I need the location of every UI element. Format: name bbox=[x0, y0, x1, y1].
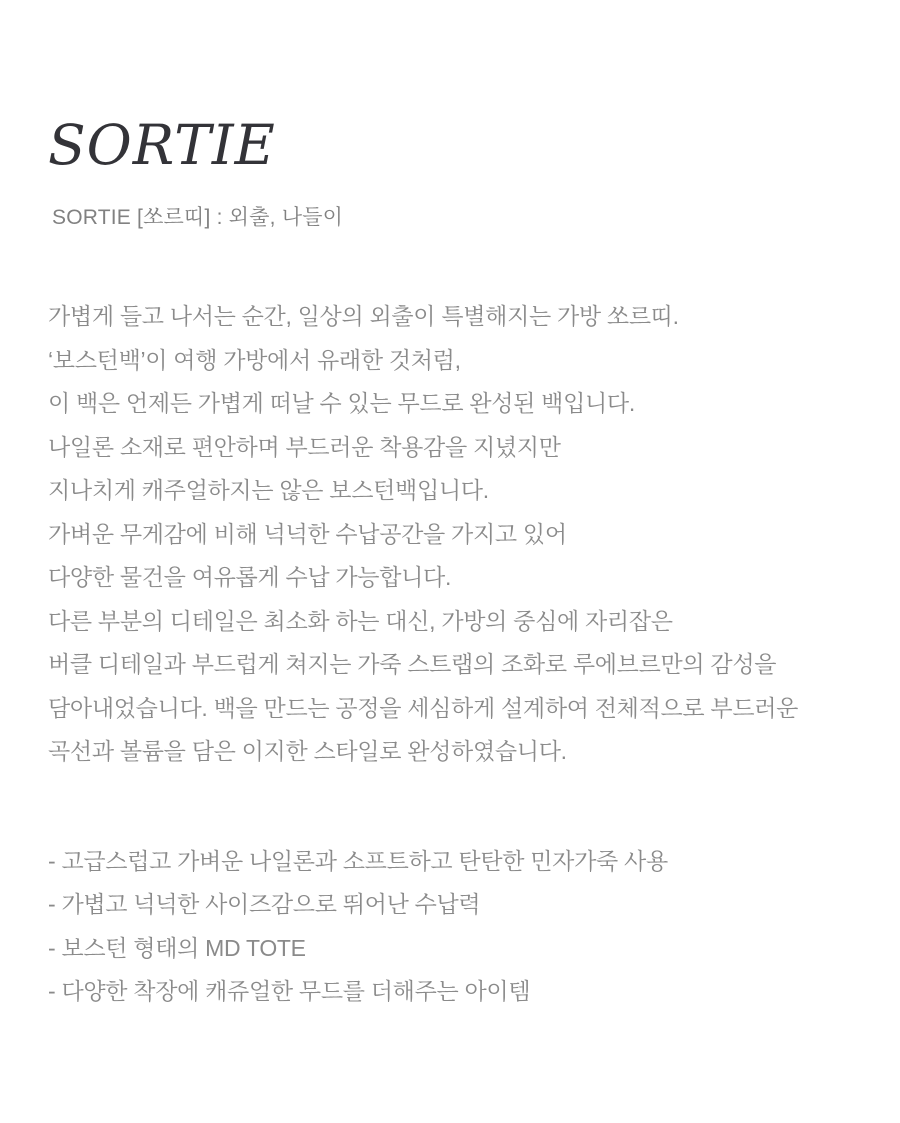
feature-item: - 보스턴 형태의 MD TOTE bbox=[48, 934, 306, 961]
page-title: SORTIE bbox=[48, 113, 276, 177]
product-name-definition: SORTIE [쏘르띠] : 외출, 나들이 bbox=[52, 206, 344, 229]
description-line: 담아내었습니다. 백을 만드는 공정을 세심하게 설계하여 전체적으로 부드러운 bbox=[48, 694, 799, 721]
description-line: 이 백은 언제든 가볍게 떠날 수 있는 무드로 완성된 백입니다. bbox=[48, 390, 635, 416]
description-line: 나일론 소재로 편안하며 부드러운 착용감을 지녔지만 bbox=[48, 433, 561, 460]
description-line: 곡선과 볼륨을 담은 이지한 스타일로 완성하였습니다. bbox=[48, 738, 567, 764]
description-line: 지나치게 캐주얼하지는 않은 보스턴백입니다. bbox=[48, 477, 489, 503]
description-line: 버클 디테일과 부드럽게 쳐지는 가죽 스트랩의 조화로 루에브르만의 감성을 bbox=[48, 651, 777, 677]
description-line: 다양한 물건을 여유롭게 수납 가능합니다. bbox=[48, 564, 452, 590]
description-line: 가벼운 무게감에 비해 넉넉한 수납공간을 가지고 있어 bbox=[48, 520, 567, 547]
feature-item: - 가볍고 넉넉한 사이즈감으로 뛰어난 수납력 bbox=[48, 891, 481, 917]
description-line: 가볍게 들고 나서는 순간, 일상의 외출이 특별해지는 가방 쏘르띠. bbox=[48, 303, 679, 329]
feature-list bbox=[48, 840, 852, 1014]
description-line: 다른 부분의 디테일은 최소화 하는 대신, 가방의 중심에 자리잡은 bbox=[48, 607, 673, 634]
description-line: ‘보스턴백’이 여행 가방에서 유래한 것처럼, bbox=[48, 346, 461, 373]
product-description bbox=[48, 295, 852, 774]
feature-item: - 다양한 착장에 캐쥬얼한 무드를 더해주는 아이템 bbox=[48, 978, 531, 1004]
feature-item: - 고급스럽고 가벼운 나일론과 소프트하고 탄탄한 민자가죽 사용 bbox=[48, 847, 668, 874]
